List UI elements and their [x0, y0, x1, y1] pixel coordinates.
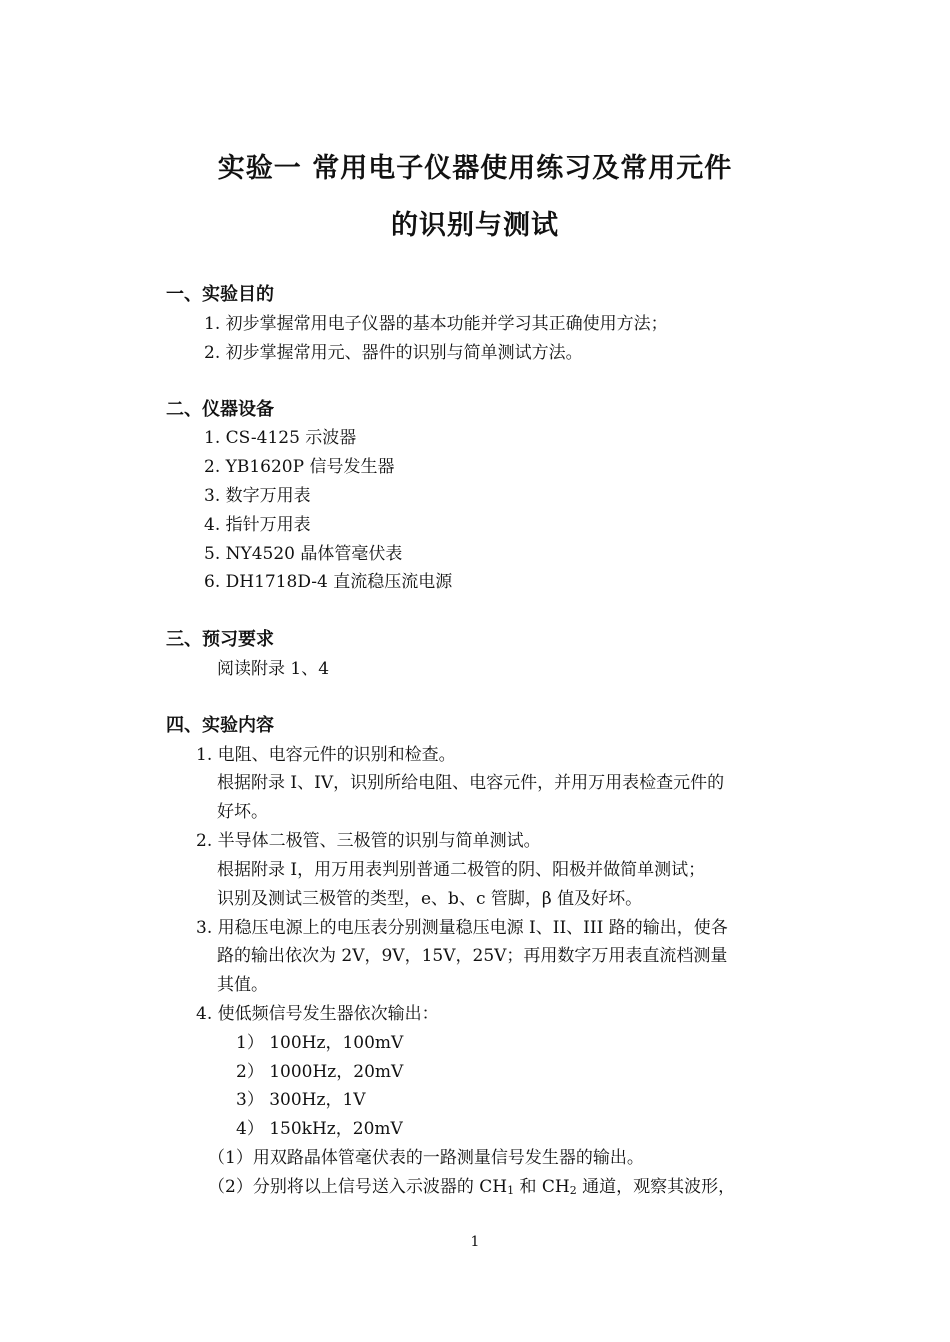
section-heading-equipment: 二、仪器设备 [166, 399, 274, 420]
content-item-3-line-2: 路的输出依次为 2V，9V，15V，25V；再用数字万用表直流档测量 [217, 946, 728, 966]
section-heading-purpose: 一、实验目的 [166, 284, 274, 305]
page-number: 1 [470, 1234, 480, 1250]
content-item-2-title: 2. 半导体二极管、三极管的识别与简单测试。 [196, 831, 541, 851]
content-item-1-line-1: 根据附录 I、IV，识别所给电阻、电容元件，并用万用表检查元件的 [217, 773, 725, 793]
signal-item-2: 2） 1000Hz，20mV [236, 1062, 404, 1082]
step-2-mid: 和 CH [514, 1177, 570, 1197]
equipment-item-2: 2. YB1620P 信号发生器 [204, 457, 395, 477]
content-item-2-line-2: 识别及测试三极管的类型，e、b、c 管脚，β 值及好坏。 [217, 889, 643, 909]
title-line-2: 的识别与测试 [391, 210, 559, 241]
purpose-item-1: 1. 初步掌握常用电子仪器的基本功能并学习其正确使用方法； [204, 314, 668, 334]
content-item-1-title: 1. 电阻、电容元件的识别和检查。 [196, 745, 456, 765]
equipment-item-4: 4. 指针万用表 [204, 515, 311, 535]
preview-text: 阅读附录 1、4 [217, 659, 330, 679]
equipment-item-6: 6. DH1718D-4 直流稳压流电源 [204, 572, 453, 592]
content-item-3-line-1: 3. 用稳压电源上的电压表分别测量稳压电源 I、II、III 路的输出，使各 [196, 918, 728, 938]
title-line-1: 实验一 常用电子仪器使用练习及常用元件 [217, 153, 733, 184]
signal-item-3: 3） 300Hz，1V [236, 1090, 366, 1110]
step-2-prefix: （2）分别将以上信号送入示波器的 CH [208, 1177, 508, 1197]
purpose-item-2: 2. 初步掌握常用元、器件的识别与简单测试方法。 [204, 343, 583, 363]
signal-item-4: 4） 150kHz，20mV [236, 1119, 403, 1139]
ch1-subscript: 1 [507, 1184, 515, 1197]
section-heading-preview: 三、预习要求 [166, 629, 274, 650]
content-item-4-title: 4. 使低频信号发生器依次输出： [196, 1004, 439, 1024]
content-item-3-line-3: 其值。 [217, 975, 268, 995]
content-item-4-step-1: （1）用双路晶体管毫伏表的一路测量信号发生器的输出。 [208, 1148, 644, 1168]
section-heading-content: 四、实验内容 [166, 715, 274, 736]
signal-item-1: 1） 100Hz，100mV [236, 1033, 404, 1053]
equipment-item-1: 1. CS-4125 示波器 [204, 428, 357, 448]
content-item-2-line-1: 根据附录 I，用万用表判别普通二极管的阴、阳极并做简单测试； [217, 860, 706, 880]
ch2-subscript: 2 [569, 1184, 577, 1197]
equipment-item-3: 3. 数字万用表 [204, 486, 311, 506]
equipment-item-5: 5. NY4520 晶体管毫伏表 [204, 544, 403, 564]
content-item-1-line-2: 好坏。 [217, 802, 268, 822]
content-item-4-step-2 [208, 1172, 735, 1197]
step-2-suffix: 通道，观察其波形， [576, 1177, 736, 1197]
